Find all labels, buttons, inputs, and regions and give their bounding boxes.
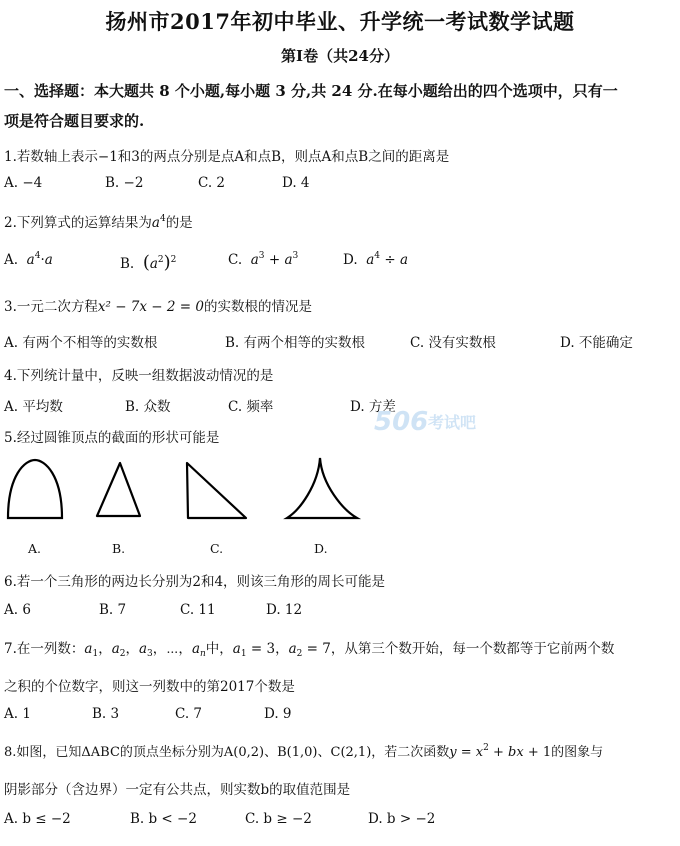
question-2 <box>4 211 193 231</box>
q5-label-b: B. <box>112 541 126 556</box>
q7-option-d: D. 9 <box>264 706 292 722</box>
q5-label-a: A. <box>28 541 42 556</box>
question-8-line2: 阴影部分（含边界）一定有公共点，则实数b的取值范围是 <box>4 782 351 798</box>
q3-option-d: D. 不能确定 <box>560 335 633 351</box>
q5-shapes <box>0 455 680 525</box>
question-3: 3.一元二次方程x² − 7x − 2 = 0的实数根的情况是 <box>4 299 312 315</box>
q2-option-b: B. $(a^2)^2$ <box>120 252 177 273</box>
q7-option-b: B. 3 <box>92 706 120 722</box>
q8-option-c: C. b ≥ −2 <box>245 811 312 827</box>
q2-base: a <box>151 215 160 231</box>
question-8-line1: 8.如图，已知ΔABC的顶点坐标分别为A(0,2)、B(1,0)、C(2,1)，若二次函数$y = x^2$ + bx + 1的图象与 <box>4 743 604 760</box>
q2-exponent: 4 <box>159 214 166 224</box>
q1-option-d: D. 4 <box>282 175 310 191</box>
q8-option-b: B. b < −2 <box>130 811 197 827</box>
q7-option-a: A. 1 <box>4 706 31 722</box>
q3-option-b: B. 有两个相等的实数根 <box>225 335 366 351</box>
q4-option-d: D. 方差 <box>350 399 396 415</box>
question-4: 4.下列统计量中，反映一组数据波动情况的是 <box>4 368 274 384</box>
q3-option-a: A. 有两个不相等的实数根 <box>4 335 158 351</box>
q6-option-b: B. 7 <box>99 602 127 618</box>
question-1: 1.若数轴上表示−1和3的两点分别是点A和点B，则点A和点B之间的距离是 <box>4 149 450 165</box>
question-5: 5.经过圆锥顶点的截面的形状可能是 <box>4 430 220 446</box>
q4-option-b: B. 众数 <box>125 399 171 415</box>
q7-option-c: C. 7 <box>175 706 203 722</box>
q8-option-d: D. b > −2 <box>368 811 436 827</box>
shape-b-triangle <box>97 463 140 516</box>
q2-suffix: 的是 <box>165 215 193 231</box>
q2-option-c: C. $a^3 + a^3$ <box>228 251 299 268</box>
watermark-number: 506 <box>374 407 429 437</box>
q4-option-a: A. 平均数 <box>4 399 63 415</box>
q8-option-a: A. b ≤ −2 <box>4 811 71 827</box>
q3-equation: x² − 7x − 2 = 0 <box>97 299 204 315</box>
q6-option-c: C. 11 <box>180 602 216 618</box>
q4-option-c: C. 频率 <box>228 399 274 415</box>
section-instructions-line1: 一、选择题：本大题共 8 个小题,每小题 3 分,共 24 分.在每小题给出的四个选项中，只有一 <box>4 82 618 100</box>
q1-option-c: C. 2 <box>198 175 226 191</box>
q2-option-a: A. $a^4\cdot a$ <box>4 251 53 268</box>
question-7-line2: 之积的个位数字，则这一列数中的第2017个数是 <box>4 679 295 695</box>
section-instructions-line2: 项是符合题目要求的. <box>4 112 145 130</box>
shape-a-arch <box>8 460 62 518</box>
exam-title: 扬州市2017年初中毕业、升学统一考试数学试题 <box>105 9 575 34</box>
shape-c-triangle <box>187 463 246 518</box>
q6-option-d: D. 12 <box>266 602 303 618</box>
q2-option-d: D. $a^4 \div a$ <box>343 251 408 268</box>
q6-option-a: A. 6 <box>4 602 31 618</box>
shape-d-cusp <box>287 458 357 518</box>
part-heading: 第Ⅰ卷（共24分） <box>281 47 399 65</box>
watermark-logo <box>370 402 500 442</box>
q5-label-d: D. <box>314 541 328 556</box>
question-6: 6.若一个三角形的两边长分别为2和4，则该三角形的周长可能是 <box>4 574 386 590</box>
q2-prefix: 2.下列算式的运算结果为 <box>4 215 152 231</box>
q1-option-a: A. −4 <box>4 175 43 191</box>
q5-label-c: C. <box>210 541 224 556</box>
question-7-line1: 7.在一列数：$a_1$，$a_2$，$a_3$，⋯，$a_n$中，$a_1 = 3$，$a_2 = 7$，从第三个数开始，每一个数都等于它前两个数 <box>4 641 615 659</box>
watermark-text: 考试吧 <box>428 413 477 432</box>
q3-option-c: C. 没有实数根 <box>410 335 496 351</box>
q1-option-b: B. −2 <box>105 175 144 191</box>
